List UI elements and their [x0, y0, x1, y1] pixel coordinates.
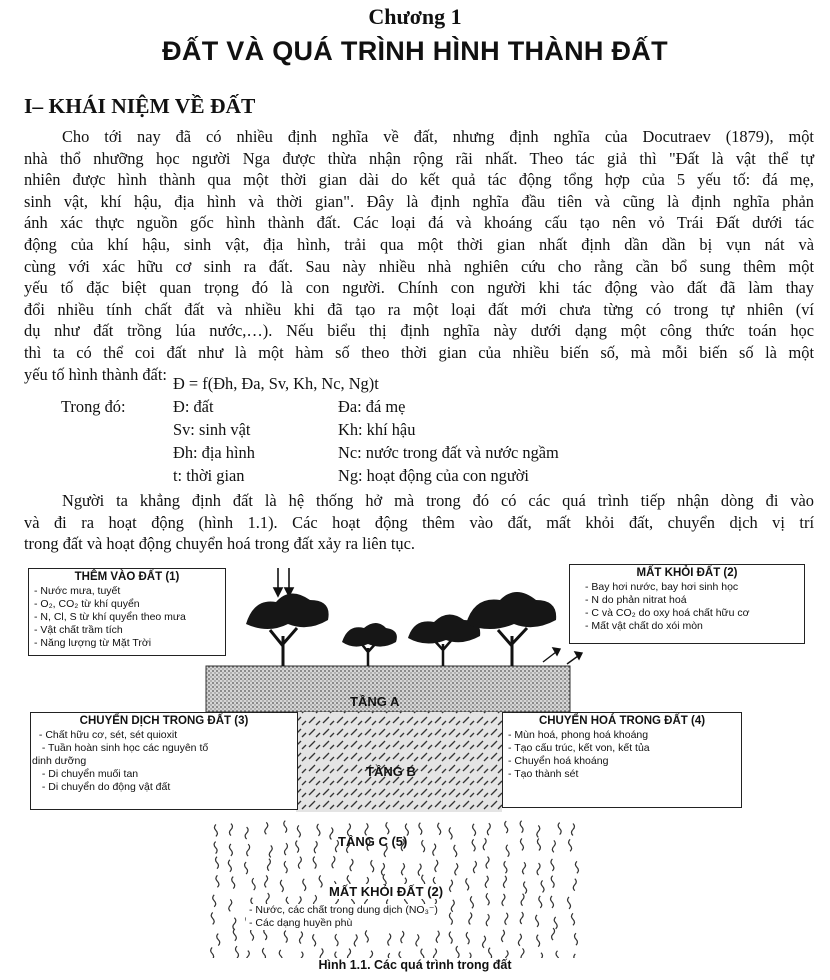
- para1-line: nhà thổ nhưỡng học người Nga được thừa nhận rộng rãi nhất. Theo tác giả thì "Đất là vật thể tự: [24, 148, 814, 168]
- definition: Nc: nước trong đất và nước ngầm: [338, 443, 559, 462]
- bottom-losses-list: [246, 904, 441, 930]
- inputs-item: - N, Cl, S từ khí quyển theo mưa: [34, 611, 186, 623]
- inputs-item: - O₂, CO₂ từ khí quyển: [34, 598, 140, 610]
- tree-icon: [246, 593, 329, 666]
- definition: Đh: địa hình: [173, 443, 255, 462]
- para1-line: thì ta có thể coi đất như là một hàm số theo thời gian của nhiều biến số, mà mỗi biến số là một: [24, 342, 814, 362]
- layer-b-band: [296, 712, 502, 812]
- layer-c-label: TẦNG C (5): [338, 834, 408, 849]
- arrows-in-icon: [274, 568, 293, 596]
- definition: Sv: sinh vật: [173, 420, 251, 439]
- para1-line: dụ như đất trồng lúa nước,…). Nếu biểu thị định nghĩa này dưới dạng một công thức toán học: [24, 321, 814, 341]
- para2-line: và đi ra hoạt động (hình 1.1). Các hoạt động thêm vào đất, mất khỏi đất, chuyển dịch vị trí: [24, 512, 814, 532]
- section-heading: I– KHÁI NIỆM VỀ ĐẤT: [24, 94, 256, 118]
- translocation-item: - Di chuyển muối tan: [36, 768, 139, 780]
- transformation-box: [502, 712, 742, 808]
- inputs-title: THÊM VÀO ĐẤT (1): [74, 571, 180, 583]
- definition: Đ: đất: [173, 397, 214, 416]
- para2-line: Người ta khẳng định đất là hệ thống hở mà trong đó có các quá trình tiếp nhận dòng đi vào: [62, 491, 814, 510]
- translocation-item: - Tuần hoàn sinh học các nguyên tố: [36, 742, 209, 754]
- para1-line: nhiên được hình thành qua một thời gian dài do kết quả tác động tổng hợp của 5 yếu tố: đá mẹ,: [24, 170, 814, 190]
- bottom-losses-item: - Nước, các chất trong dung dịch (NO₃⁻): [249, 904, 438, 916]
- layer-b-label: TẦNG B: [366, 764, 416, 779]
- transformation-item: - Tạo cấu trúc, kết von, kết tủa: [508, 742, 650, 754]
- losses-item: - Mất vật chất do xói mòn: [585, 620, 703, 632]
- layer-a-label: TẦNG A: [350, 694, 400, 709]
- transformation-title: CHUYỂN HOÁ TRONG ĐẤT (4): [538, 715, 706, 727]
- chapter-title: ĐẤT VÀ QUÁ TRÌNH HÌNH THÀNH ĐẤT: [162, 36, 668, 66]
- para1-line: Cho tới nay đã có nhiều định nghĩa về đất, nhưng định nghĩa của Docutraev (1879), một: [62, 127, 814, 146]
- translocation-item: dinh dưỡng: [32, 755, 87, 767]
- arrows-out-icon: [543, 648, 582, 664]
- tree-icon: [342, 623, 397, 666]
- para1-line: yếu tố hình thành đất:: [24, 364, 167, 384]
- paragraph-1: [24, 126, 814, 385]
- translocation-item: - Di chuyển do động vật đất: [36, 781, 171, 793]
- formula: Đ = f(Đh, Đa, Sv, Kh, Nc, Ng)t: [173, 374, 379, 393]
- paragraph-2: [24, 490, 814, 555]
- transformation-item: - Mùn hoá, phong hoá khoáng: [508, 729, 649, 741]
- inputs-item: - Năng lượng từ Mặt Trời: [34, 637, 152, 649]
- para1-line: ánh xác thực nguồn gốc hình thành đất. Các loại đá và khoáng cấu tạo nên vỏ Trái Đất dưới tác: [24, 213, 814, 233]
- bottom-losses-title: MẤT KHỎI ĐẤT (2): [326, 884, 446, 899]
- transformation-item: - Chuyển hoá khoáng: [508, 755, 609, 767]
- inputs-item: - Nước mưa, tuyết: [34, 585, 121, 597]
- figure-caption: Hình 1.1. Các quá trình trong đất: [318, 958, 512, 972]
- chapter-heading: Chương 1: [368, 4, 462, 29]
- translocation-item: - Chất hữu cơ, sét, sét quioxit: [36, 729, 178, 741]
- para1-line: sinh vật, khí hậu, địa hình và thời gian". Đây là định nghĩa đầu tiên và cũng là định nghĩa phản: [24, 191, 814, 211]
- para1-line: cùng với xác hữu cơ sinh ra đất. Sau này nhiều nhà nghiên cứu cho rằng cần bổ sung thêm một: [24, 256, 814, 276]
- inputs-box: [28, 568, 226, 656]
- where-label: Trong đó:: [61, 397, 126, 416]
- definition: Đa: đá mẹ: [338, 397, 406, 416]
- transformation-item: - Tạo thành sét: [508, 768, 579, 780]
- bottom-losses-item: - Các dạng huyền phù: [249, 917, 353, 929]
- definition: t: thời gian: [173, 466, 245, 485]
- soil-process-figure: [0, 558, 830, 970]
- losses-item: - N do phản nitrat hoá: [585, 594, 687, 606]
- losses-box: [569, 564, 805, 644]
- translocation-box: [30, 712, 298, 810]
- definition: Ng: hoạt động của con người: [338, 466, 529, 485]
- para2-line: trong đất và hoạt động chuyển hoá trong đất xảy ra liên tục.: [24, 534, 415, 554]
- para1-line: yếu tố đặc biệt quan trọng đó là con người. Chính con người khi tác động vào đất đã làm thay: [24, 278, 814, 298]
- losses-title: MẤT KHỎI ĐẤT (2): [636, 567, 738, 579]
- para1-line: động của khí hậu, sinh vật, địa hình, trải qua một thời gian nhất định dần dần bị vụn nát và: [24, 234, 814, 254]
- losses-item: - Bay hơi nước, bay hơi sinh học: [585, 581, 739, 593]
- definition: Kh: khí hậu: [338, 420, 416, 439]
- translocation-title: CHUYỂN DỊCH TRONG ĐẤT (3): [79, 715, 249, 727]
- para1-line: đổi nhiều tính chất đất và nhiều khi đã tạo ra một loại đất mới chưa từng có trong tự nhiên (ví: [24, 299, 814, 319]
- losses-item: - C và CO₂ do oxy hoá chất hữu cơ: [585, 607, 750, 619]
- inputs-item: - Vật chất trầm tích: [34, 624, 123, 636]
